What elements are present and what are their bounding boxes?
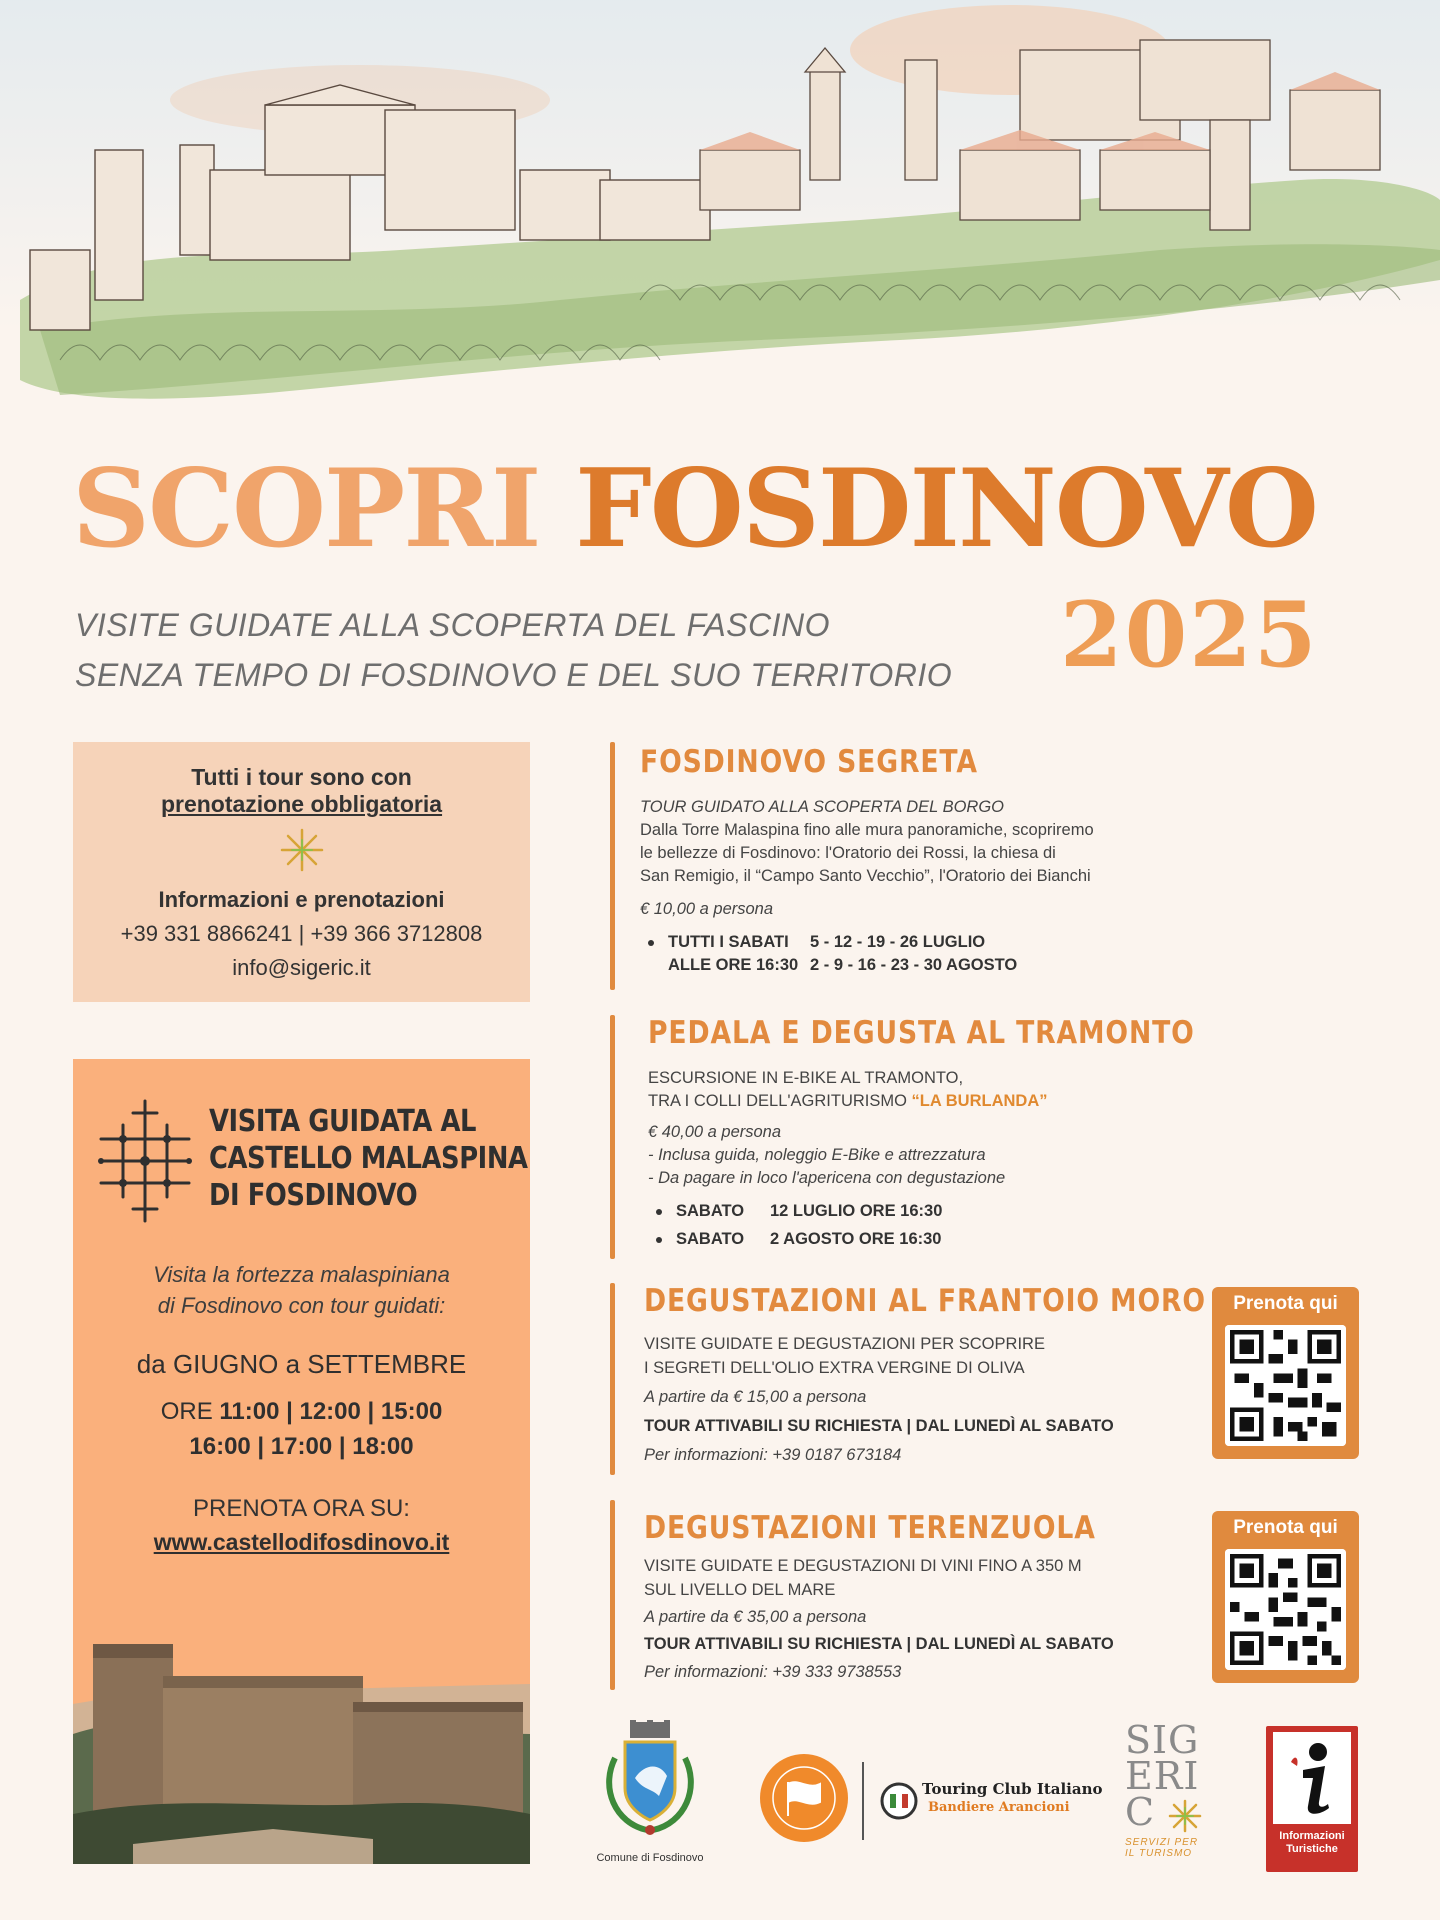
booking-email[interactable]: info@sigeric.it bbox=[232, 955, 371, 980]
tour-price: A partire da € 35,00 a persona bbox=[644, 1608, 867, 1626]
tour-terenzuola bbox=[610, 1500, 1190, 1690]
sigeric-star-icon bbox=[1168, 1799, 1202, 1833]
tour-desc-line-1: Dalla Torre Malaspina fino alle mura panoramiche, scopriremo bbox=[640, 821, 1094, 839]
tour-desc-line-1: VISITE GUIDATE E DEGUSTAZIONI PER SCOPRIRE bbox=[644, 1335, 1045, 1353]
castle-heading bbox=[209, 1103, 528, 1214]
comune-fosdinovo-logo bbox=[585, 1718, 715, 1868]
castle-hours-line-2: 16:00 | 17:00 | 18:00 bbox=[189, 1433, 414, 1460]
tour-pedala-e-degusta bbox=[610, 1015, 1195, 1259]
qr-label: Prenota qui bbox=[1233, 1293, 1338, 1314]
logo-divider bbox=[862, 1762, 864, 1840]
castle-tour-box bbox=[73, 1059, 530, 1864]
tci-line-1: Touring Club Italiano bbox=[922, 1780, 1103, 1798]
booking-info-box bbox=[73, 742, 530, 1002]
page-title bbox=[72, 446, 1317, 572]
castle-photo bbox=[73, 1614, 530, 1864]
bullet-icon bbox=[648, 940, 654, 946]
tour-date-1: 12 LUGLIO ORE 16:30 bbox=[770, 1202, 943, 1220]
subtitle-line-2: SENZA TEMPO DI FOSDINOVO E DEL SUO TERRITORIO bbox=[75, 657, 953, 693]
tour-schedule-row-1 bbox=[648, 931, 789, 954]
tour-title: DEGUSTAZIONI TERENZUOLA bbox=[644, 1510, 1096, 1546]
tour-accent-bar bbox=[610, 1500, 615, 1690]
info-caption-line-2: Turistiche bbox=[1286, 1843, 1338, 1855]
tour-when-2: SABATO bbox=[676, 1230, 745, 1248]
sigeric-tag-1: SERVIZI PER bbox=[1125, 1836, 1199, 1848]
tour-dates-1: 5 - 12 - 19 - 26 LUGLIO bbox=[810, 933, 986, 951]
tour-availability: TOUR ATTIVABILI SU RICHIESTA | DAL LUNEDÌ AL SABATO bbox=[644, 1635, 1114, 1653]
star-icon bbox=[278, 826, 326, 874]
touring-club-emblem-icon bbox=[880, 1782, 918, 1820]
tour-note-2: - Da pagare in loco l'apericena con degustazione bbox=[648, 1169, 1006, 1187]
qr-booking-frantoio[interactable] bbox=[1212, 1287, 1359, 1459]
bullet-icon bbox=[656, 1237, 662, 1243]
tour-fosdinovo-segreta bbox=[610, 742, 1190, 990]
sigeric-tag-2: IL TURISMO bbox=[1125, 1847, 1193, 1859]
castle-prenota-label: PRENOTA ORA SU: bbox=[193, 1495, 410, 1522]
sigeric-logo bbox=[1125, 1718, 1220, 1870]
booking-line-2: prenotazione obbligatoria bbox=[160, 791, 443, 817]
castle-hours bbox=[73, 1394, 530, 1464]
title-year: 2025 bbox=[1060, 582, 1319, 688]
castle-heading-line-1: VISITA GUIDATA AL bbox=[209, 1104, 477, 1139]
castle-desc-line-1: Visita la fortezza malaspiniana bbox=[153, 1262, 450, 1287]
booking-line-1: Tutti i tour sono con bbox=[191, 764, 412, 790]
castle-heading-line-3: DI FOSDINOVO bbox=[209, 1178, 418, 1213]
qr-code-icon bbox=[1225, 1549, 1346, 1670]
sigeric-line-2: ERI bbox=[1125, 1754, 1200, 1798]
bandiera-arancione-logo bbox=[758, 1752, 850, 1844]
touring-club-logo bbox=[880, 1780, 1103, 1822]
town-sketch-illustration bbox=[0, 0, 1440, 470]
tour-note-1: - Inclusa guida, noleggio E-Bike e attrezzatura bbox=[648, 1146, 986, 1164]
tour-dates-2: 2 - 9 - 16 - 23 - 30 AGOSTO bbox=[810, 956, 1018, 974]
coat-of-arms-icon bbox=[585, 1718, 715, 1843]
booking-phones[interactable]: +39 331 8866241 | +39 366 3712808 bbox=[120, 921, 483, 946]
tour-when-2: ALLE ORE 16:30 bbox=[668, 956, 799, 974]
castle-hours-line-1: 11:00 | 12:00 | 15:00 bbox=[219, 1398, 443, 1425]
subtitle bbox=[75, 600, 1025, 700]
castle-desc-line-2: di Fosdinovo con tour guidati: bbox=[157, 1293, 446, 1318]
tour-title: PEDALA E DEGUSTA AL TRAMONTO bbox=[648, 1015, 1195, 1051]
subtitle-line-1: VISITE GUIDATE ALLA SCOPERTA DEL FASCINO bbox=[75, 607, 830, 643]
title-word-scopri: SCOPRI bbox=[72, 446, 540, 572]
qr-label: Prenota qui bbox=[1233, 1517, 1338, 1538]
tour-availability: TOUR ATTIVABILI SU RICHIESTA | DAL LUNEDÌ AL SABATO bbox=[644, 1417, 1114, 1435]
sigeric-line-1: SIG bbox=[1125, 1718, 1200, 1762]
tour-title: DEGUSTAZIONI AL FRANTOIO MORO bbox=[644, 1283, 1206, 1319]
title-word-fosdinovo: FOSDINOVO bbox=[575, 446, 1317, 572]
castle-malaspina-logo-icon bbox=[93, 1095, 197, 1227]
tour-accent-bar bbox=[610, 1015, 615, 1259]
castle-website-link[interactable]: www.castellodifosdinovo.it bbox=[153, 1529, 450, 1555]
informazioni-turistiche-logo bbox=[1266, 1726, 1358, 1872]
tour-intro: TOUR GUIDATO ALLA SCOPERTA DEL BORGO bbox=[640, 798, 1005, 816]
comune-caption: Comune di Fosdinovo bbox=[596, 1852, 704, 1864]
tour-schedule-row-1 bbox=[656, 1200, 744, 1223]
tour-desc-line-2 bbox=[648, 1090, 1048, 1113]
tour-desc-line-1: VISITE GUIDATE E DEGUSTAZIONI DI VINI FINO A 350 M bbox=[644, 1557, 1082, 1575]
tci-line-2: Bandiere Arancioni bbox=[928, 1800, 1070, 1815]
info-caption-line-1: Informazioni bbox=[1279, 1830, 1345, 1842]
tour-desc-prefix: TRA I COLLI DELL'AGRITURISMO bbox=[648, 1092, 912, 1110]
info-caption bbox=[1266, 1830, 1358, 1856]
info-i-icon bbox=[1273, 1732, 1351, 1824]
orange-flag-icon bbox=[758, 1752, 850, 1844]
tour-when-1: SABATO bbox=[676, 1202, 745, 1220]
tour-desc-line-2: le bellezze di Fosdinovo: l'Oratorio dei Rossi, la chiesa di bbox=[640, 844, 1056, 862]
tour-contact: Per informazioni: +39 333 9738553 bbox=[644, 1663, 902, 1681]
tour-price: A partire da € 15,00 a persona bbox=[644, 1388, 867, 1406]
tour-accent-bar bbox=[610, 1283, 615, 1475]
tour-price: € 10,00 a persona bbox=[640, 900, 774, 918]
castle-hours-prefix: ORE bbox=[160, 1398, 220, 1425]
tour-desc-line-3: San Remigio, il “Campo Santo Vecchio”, l'Oratorio dei Bianchi bbox=[640, 867, 1091, 885]
tour-schedule-row-2 bbox=[656, 1228, 744, 1251]
tour-desc-line-2: SUL LIVELLO DEL MARE bbox=[644, 1581, 836, 1599]
castle-description bbox=[73, 1259, 530, 1321]
tour-when-1: TUTTI I SABATI bbox=[668, 933, 789, 951]
booking-info-heading: Informazioni e prenotazioni bbox=[158, 887, 445, 912]
tour-title: FOSDINOVO SEGRETA bbox=[640, 744, 978, 780]
info-panel bbox=[1273, 1732, 1351, 1824]
qr-booking-terenzuola[interactable] bbox=[1212, 1511, 1359, 1683]
tour-frantoio-moro bbox=[610, 1283, 1206, 1475]
tour-price: € 40,00 a persona bbox=[648, 1123, 782, 1141]
tour-accent-bar bbox=[610, 742, 615, 990]
tour-desc-line-1: ESCURSIONE IN E-BIKE AL TRAMONTO, bbox=[648, 1069, 964, 1087]
castle-period: da GIUGNO a SETTEMBRE bbox=[136, 1349, 467, 1379]
tour-date-2: 2 AGOSTO ORE 16:30 bbox=[770, 1230, 942, 1248]
qr-code-icon bbox=[1225, 1325, 1346, 1446]
sigeric-line-3: C bbox=[1125, 1790, 1156, 1834]
tour-desc-line-2: I SEGRETI DELL'OLIO EXTRA VERGINE DI OLIVA bbox=[644, 1359, 1025, 1377]
bullet-icon bbox=[656, 1209, 662, 1215]
castle-heading-line-2: CASTELLO MALASPINA bbox=[209, 1141, 528, 1176]
tour-desc-highlight: “LA BURLANDA” bbox=[911, 1092, 1048, 1110]
tour-contact: Per informazioni: +39 0187 673184 bbox=[644, 1446, 902, 1464]
